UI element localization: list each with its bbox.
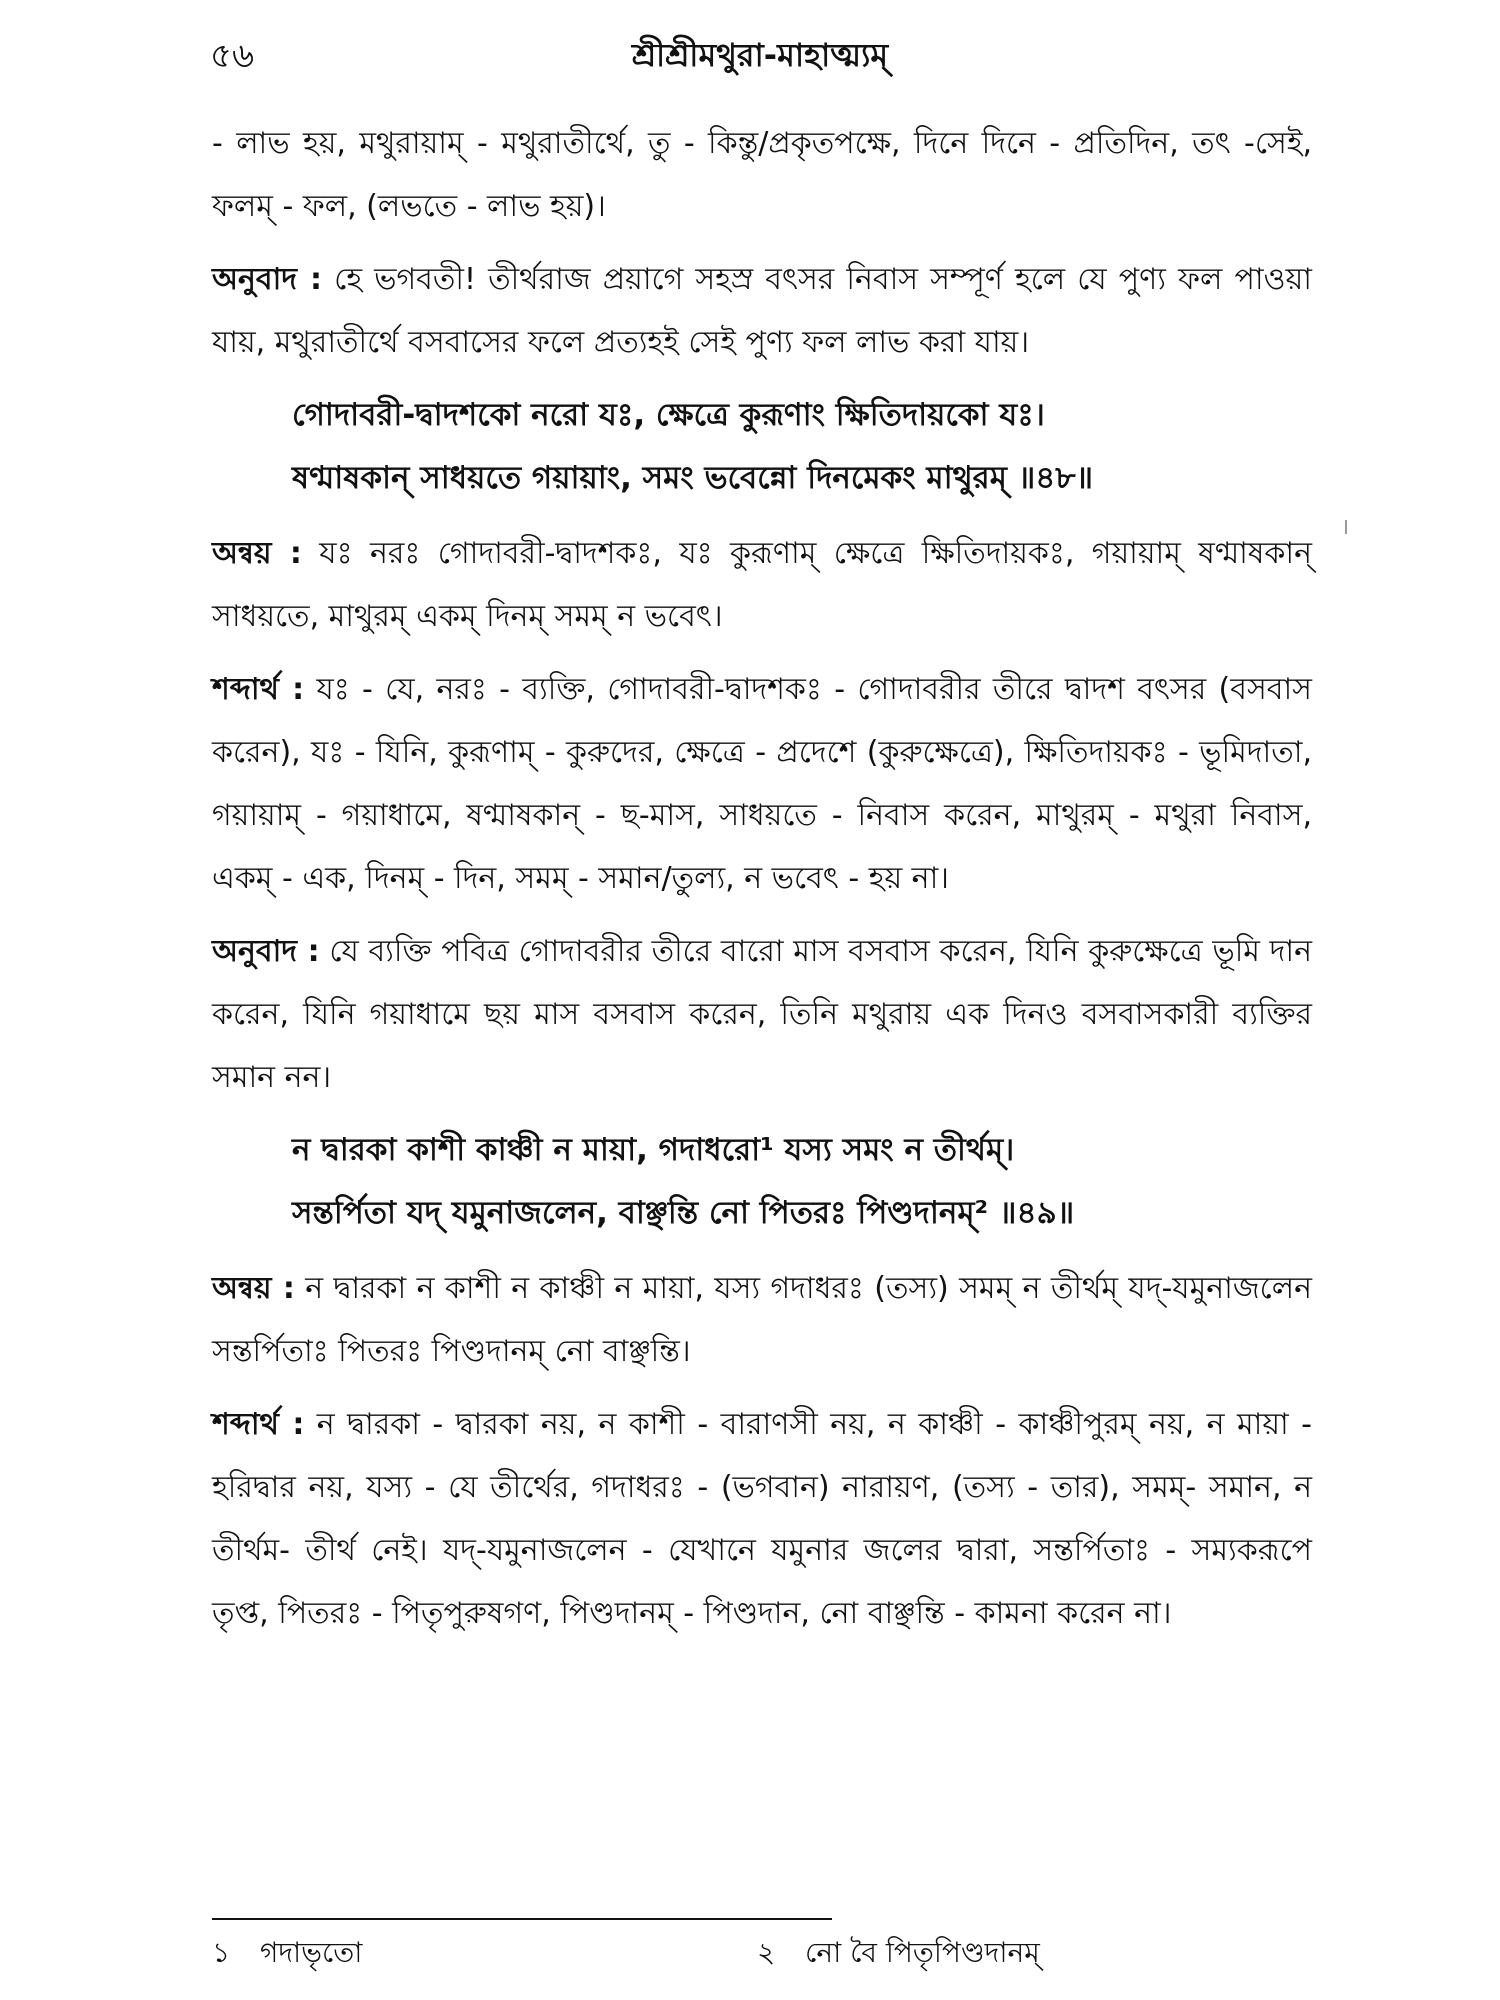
verse-line: ন দ্বারকা কাশী কাঞ্চী ন মায়া, গদাধরো¹ যস্য সমং ন তীর্থম্। [292, 1132, 1015, 1168]
footnote-text: নো বৈ পিতৃপিণ্ডদানম্ [805, 1936, 1040, 1969]
paragraph-text: যঃ - যে, নরঃ - ব্যক্তি, গোদাবরী-দ্বাদশকঃ - গোদাবরীর তীরে দ্বাদশ বৎসর (বসবাস করেন), যঃ - যিনি, কুরূণাম্ - কুরুদের, ক্ষেত্রে - প্রদেশে (কুরুক্ষেত্রে), ক্ষিতিদায়কঃ - ভূমিদাতা, গয়ায়াম্ - গয়াধামে, ষণ্মাষকান্ - ছ-মাস, সাধয়তে - নিবাস করেন, মাথুরম্ - মথুরা নিবাস, একম্ - এক, দিনম্ - দিন, সমম্ - সমান/তুল্য, ন ভবেৎ - হয় না। [212, 672, 1312, 896]
anvaya-paragraph [212, 1257, 1312, 1383]
verse-line: ষণ্মাষকান্ সাধয়তে গয়ায়াং, সমং ভবেন্নো দিনমেকং মাথুরম্ ॥৪৮॥ [292, 460, 1094, 496]
paragraph-text: যে ব্যক্তি পবিত্র গোদাবরীর তীরে বারো মাস বসবাস করেন, যিনি কুরুক্ষেত্রে ভূমি দান করেন, যিনি গয়াধামে ছয় মাস বসবাস করেন, তিনি মথুরায় এক দিনও বসবাসকারী ব্যক্তির সমান নন। [212, 934, 1312, 1095]
section-label: অনুবাদ : [212, 262, 323, 297]
footnote-2 [757, 1930, 1040, 1976]
verse-48 [212, 384, 1312, 510]
page-header [210, 30, 1310, 90]
paragraph-text: ন দ্বারকা ন কাশী ন কাঞ্চী ন মায়া, যস্য গদাধরঃ (তস্য) সমম্ ন তীর্থম্ যদ্-যমুনাজলেন সন্তর্পিতাঃ পিতরঃ পিণ্ডদানম্ নো বাঞ্ছন্তি। [212, 1271, 1312, 1369]
section-label: শব্দার্থ : [212, 1407, 305, 1442]
footnote-text: গদাভৃতো [260, 1936, 363, 1969]
footnote-divider [212, 1918, 832, 1920]
translation-paragraph [212, 248, 1312, 374]
section-label: অন্বয় : [212, 536, 302, 571]
footnote-1 [212, 1930, 362, 1976]
footnote-number: ২ [757, 1936, 776, 1969]
paragraph [212, 112, 1312, 238]
word-meaning-paragraph [212, 1393, 1312, 1645]
translation-paragraph [212, 920, 1312, 1109]
page-body [212, 112, 1312, 1655]
anvaya-paragraph [212, 522, 1312, 648]
verse-line: গোদাবরী-দ্বাদশকো নরো যঃ, ক্ষেত্রে কুরূণাং ক্ষিতিদায়কো যঃ। [292, 397, 1045, 433]
running-title: শ্রীশ্রীমথুরা-মাহাত্ম্যম্ [631, 36, 889, 74]
page-number: ৫৬ [210, 36, 255, 76]
paragraph-text: যঃ নরঃ গোদাবরী-দ্বাদশকঃ, যঃ কুরূণাম্ ক্ষেত্রে ক্ষিতিদায়কঃ, গয়ায়াম্ ষণ্মাষকান্ সাধয়তে, মাথুরম্ একম্ দিনম্ সমম্ ন ভবেৎ। [212, 536, 1312, 634]
verse-49 [212, 1119, 1312, 1245]
paragraph-text: ন দ্বারকা - দ্বারকা নয়, ন কাশী - বারাণসী নয়, ন কাঞ্চী - কাঞ্চীপুরম্ নয়, ন মায়া - হরিদ্বার নয়, যস্য - যে তীর্থের, গদাধরঃ - (ভগবান) নারায়ণ, (তস্য - তার), সমম্- সমান, ন তীর্থম- তীর্থ নেই। যদ্-যমুনাজলেন - যেখানে যমুনার জলের দ্বারা, সন্তর্পিতাঃ - সম্যকরূপে তৃপ্ত, পিতরঃ - পিতৃপুরুষগণ, পিণ্ডদানম্ - পিণ্ডদান, নো বাঞ্ছন্তি - কামনা করেন না। [212, 1407, 1312, 1631]
section-label: শব্দার্থ : [212, 672, 305, 707]
margin-mark [1345, 520, 1353, 534]
word-meaning-paragraph [212, 658, 1312, 910]
verse-line: সন্তর্পিতা যদ্ যমুনাজলেন, বাঞ্ছন্তি নো পিতরঃ পিণ্ডদানম্² ॥৪৯॥ [292, 1195, 1075, 1231]
footnote-number: ১ [212, 1936, 231, 1969]
paragraph-text: হে ভগবতী! তীর্থরাজ প্রয়াগে সহস্র বৎসর নিবাস সম্পূর্ণ হলে যে পুণ্য ফল পাওয়া যায়, মথুরাতীর্থে বসবাসের ফলে প্রত্যহই সেই পুণ্য ফল লাভ করা যায়। [212, 262, 1312, 360]
paragraph-text: - লাভ হয়, মথুরায়াম্ - মথুরাতীর্থে, তু - কিন্তু/প্রকৃতপক্ষে, দিনে দিনে - প্রতিদিন, তৎ -সেই, ফলম্ - ফল, (লভতে - লাভ হয়)। [212, 126, 1312, 224]
section-label: অন্বয় : [212, 1271, 295, 1306]
section-label: অনুবাদ : [212, 934, 320, 969]
